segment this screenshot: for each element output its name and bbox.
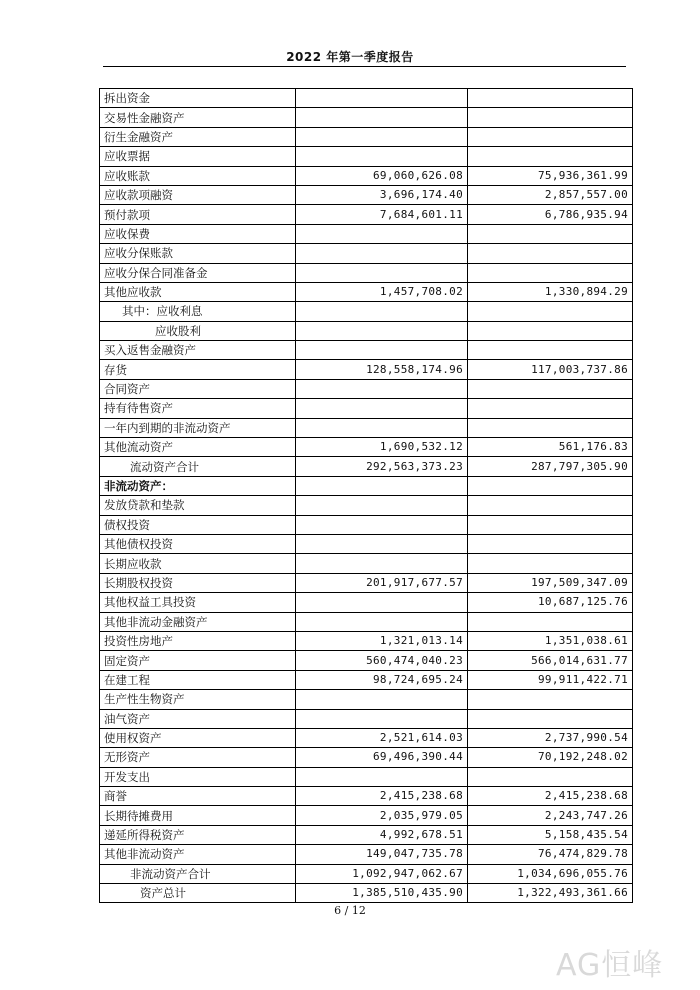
table-row	[100, 767, 633, 786]
row-label: 其他权益工具投资	[100, 593, 296, 612]
table-row	[100, 476, 633, 495]
current-period-value: 149,047,735.78	[296, 845, 468, 864]
table-row	[100, 631, 633, 650]
row-label: 应收票据	[100, 147, 296, 166]
table-row	[100, 864, 633, 883]
table-row	[100, 438, 633, 457]
table-row	[100, 89, 633, 108]
row-label: 长期应收款	[100, 554, 296, 573]
current-period-value: 69,496,390.44	[296, 748, 468, 767]
previous-period-value	[468, 321, 633, 340]
row-label: 存货	[100, 360, 296, 379]
table-row	[100, 127, 633, 146]
previous-period-value: 2,243,747.26	[468, 806, 633, 825]
current-period-value	[296, 418, 468, 437]
previous-period-value	[468, 108, 633, 127]
table-row	[100, 321, 633, 340]
row-label: 应收分保账款	[100, 244, 296, 263]
row-label: 油气资产	[100, 709, 296, 728]
row-label: 开发支出	[100, 767, 296, 786]
current-period-value: 1,385,510,435.90	[296, 884, 468, 903]
previous-period-value	[468, 554, 633, 573]
row-label: 拆出资金	[100, 89, 296, 108]
current-period-value: 69,060,626.08	[296, 166, 468, 185]
current-period-value	[296, 224, 468, 243]
current-period-value	[296, 399, 468, 418]
row-label: 应收保费	[100, 224, 296, 243]
row-label: 应收股利	[100, 321, 296, 340]
row-label: 其他债权投资	[100, 534, 296, 553]
previous-period-value	[468, 767, 633, 786]
table-row	[100, 593, 633, 612]
previous-period-value	[468, 379, 633, 398]
current-period-value	[296, 690, 468, 709]
current-period-value: 98,724,695.24	[296, 670, 468, 689]
current-period-value: 201,917,677.57	[296, 573, 468, 592]
current-period-value: 2,521,614.03	[296, 728, 468, 747]
table-row	[100, 825, 633, 844]
previous-period-value	[468, 341, 633, 360]
row-label: 其他非流动资产	[100, 845, 296, 864]
table-row	[100, 457, 633, 476]
row-label: 递延所得税资产	[100, 825, 296, 844]
table-row	[100, 263, 633, 282]
row-label: 生产性生物资产	[100, 690, 296, 709]
previous-period-value	[468, 244, 633, 263]
row-label: 长期待摊费用	[100, 806, 296, 825]
table-row	[100, 534, 633, 553]
previous-period-value: 6,786,935.94	[468, 205, 633, 224]
current-period-value	[296, 321, 468, 340]
row-label: 发放贷款和垫款	[100, 496, 296, 515]
previous-period-value	[468, 515, 633, 534]
row-label: 一年内到期的非流动资产	[100, 418, 296, 437]
current-period-value: 1,321,013.14	[296, 631, 468, 650]
current-period-value	[296, 147, 468, 166]
row-label: 长期股权投资	[100, 573, 296, 592]
current-period-value: 2,035,979.05	[296, 806, 468, 825]
row-label: 投资性房地产	[100, 631, 296, 650]
row-label: 非流动资产合计	[100, 864, 296, 883]
table-row	[100, 515, 633, 534]
page-number: 6 / 12	[334, 904, 366, 917]
row-label: 合同资产	[100, 379, 296, 398]
table-row	[100, 651, 633, 670]
table-row	[100, 884, 633, 903]
current-period-value	[296, 554, 468, 573]
table-row	[100, 244, 633, 263]
current-period-value	[296, 108, 468, 127]
header-divider	[103, 66, 626, 67]
row-label: 无形资产	[100, 748, 296, 767]
previous-period-value	[468, 127, 633, 146]
current-period-value	[296, 244, 468, 263]
table-row	[100, 554, 633, 573]
previous-period-value: 197,509,347.09	[468, 573, 633, 592]
table-row	[100, 205, 633, 224]
current-period-value	[296, 496, 468, 515]
table-row	[100, 787, 633, 806]
current-period-value	[296, 302, 468, 321]
table-row	[100, 728, 633, 747]
row-label: 应收分保合同准备金	[100, 263, 296, 282]
row-label: 非流动资产：	[100, 476, 296, 495]
previous-period-value: 1,034,696,055.76	[468, 864, 633, 883]
current-period-value	[296, 709, 468, 728]
current-period-value: 4,992,678.51	[296, 825, 468, 844]
table-row	[100, 360, 633, 379]
previous-period-value: 75,936,361.99	[468, 166, 633, 185]
row-label: 衍生金融资产	[100, 127, 296, 146]
table-row	[100, 806, 633, 825]
table-row	[100, 379, 633, 398]
previous-period-value	[468, 476, 633, 495]
balance-sheet-table	[99, 88, 633, 903]
previous-period-value	[468, 399, 633, 418]
row-label: 流动资产合计	[100, 457, 296, 476]
row-label: 其他应收款	[100, 282, 296, 301]
row-label: 持有待售资产	[100, 399, 296, 418]
current-period-value	[296, 593, 468, 612]
previous-period-value	[468, 496, 633, 515]
row-label: 固定资产	[100, 651, 296, 670]
previous-period-value	[468, 418, 633, 437]
table-row	[100, 399, 633, 418]
current-period-value	[296, 612, 468, 631]
previous-period-value: 2,415,238.68	[468, 787, 633, 806]
table-row	[100, 709, 633, 728]
current-period-value	[296, 534, 468, 553]
table-row	[100, 690, 633, 709]
current-period-value: 1,690,532.12	[296, 438, 468, 457]
previous-period-value	[468, 147, 633, 166]
row-label: 交易性金融资产	[100, 108, 296, 127]
previous-period-value	[468, 89, 633, 108]
table-row	[100, 341, 633, 360]
report-title: 2022 年第一季度报告	[286, 50, 414, 64]
row-label: 使用权资产	[100, 728, 296, 747]
table-row	[100, 845, 633, 864]
current-period-value: 2,415,238.68	[296, 787, 468, 806]
row-label: 应收款项融资	[100, 185, 296, 204]
table-row	[100, 670, 633, 689]
previous-period-value	[468, 612, 633, 631]
table-row	[100, 224, 633, 243]
table-row	[100, 147, 633, 166]
current-period-value: 292,563,373.23	[296, 457, 468, 476]
row-label: 资产总计	[100, 884, 296, 903]
previous-period-value	[468, 690, 633, 709]
row-label: 应收账款	[100, 166, 296, 185]
table-row	[100, 418, 633, 437]
current-period-value: 1,457,708.02	[296, 282, 468, 301]
table-row	[100, 185, 633, 204]
row-label: 债权投资	[100, 515, 296, 534]
previous-period-value	[468, 709, 633, 728]
current-period-value	[296, 379, 468, 398]
current-period-value: 1,092,947,062.67	[296, 864, 468, 883]
watermark-logo: AG恒峰	[556, 948, 664, 983]
current-period-value	[296, 515, 468, 534]
row-label: 其他非流动金融资产	[100, 612, 296, 631]
previous-period-value: 561,176.83	[468, 438, 633, 457]
previous-period-value: 1,351,038.61	[468, 631, 633, 650]
current-period-value: 128,558,174.96	[296, 360, 468, 379]
previous-period-value: 70,192,248.02	[468, 748, 633, 767]
previous-period-value: 10,687,125.76	[468, 593, 633, 612]
previous-period-value: 76,474,829.78	[468, 845, 633, 864]
current-period-value	[296, 341, 468, 360]
current-period-value	[296, 89, 468, 108]
current-period-value: 3,696,174.40	[296, 185, 468, 204]
previous-period-value: 1,322,493,361.66	[468, 884, 633, 903]
current-period-value	[296, 127, 468, 146]
current-period-value: 560,474,040.23	[296, 651, 468, 670]
table-row	[100, 496, 633, 515]
table-row	[100, 302, 633, 321]
previous-period-value: 99,911,422.71	[468, 670, 633, 689]
row-label: 买入返售金融资产	[100, 341, 296, 360]
previous-period-value: 117,003,737.86	[468, 360, 633, 379]
table-row	[100, 282, 633, 301]
row-label: 商誉	[100, 787, 296, 806]
current-period-value	[296, 476, 468, 495]
previous-period-value: 2,857,557.00	[468, 185, 633, 204]
previous-period-value: 1,330,894.29	[468, 282, 633, 301]
previous-period-value: 287,797,305.90	[468, 457, 633, 476]
current-period-value	[296, 263, 468, 282]
table-row	[100, 166, 633, 185]
row-label: 其他流动资产	[100, 438, 296, 457]
previous-period-value: 566,014,631.77	[468, 651, 633, 670]
table-row	[100, 748, 633, 767]
previous-period-value	[468, 534, 633, 553]
current-period-value: 7,684,601.11	[296, 205, 468, 224]
previous-period-value: 2,737,990.54	[468, 728, 633, 747]
current-period-value	[296, 767, 468, 786]
previous-period-value	[468, 224, 633, 243]
table-row	[100, 612, 633, 631]
previous-period-value	[468, 263, 633, 282]
previous-period-value: 5,158,435.54	[468, 825, 633, 844]
previous-period-value	[468, 302, 633, 321]
table-row	[100, 108, 633, 127]
row-label: 预付款项	[100, 205, 296, 224]
row-label: 其中：应收利息	[100, 302, 296, 321]
table-row	[100, 573, 633, 592]
row-label: 在建工程	[100, 670, 296, 689]
